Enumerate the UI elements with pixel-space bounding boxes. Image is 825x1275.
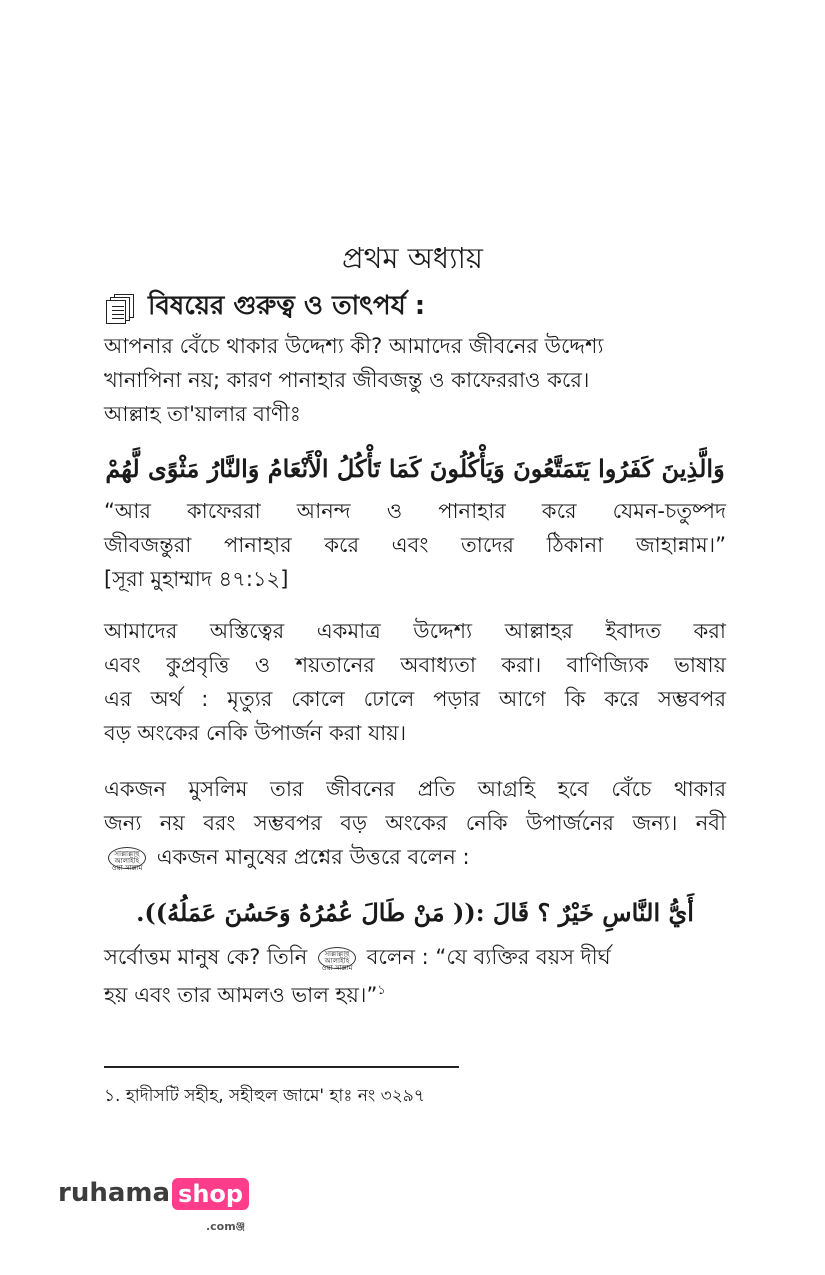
- paragraph-2: [104, 614, 726, 750]
- chapter-title: প্রথম অধ্যায়: [341, 241, 484, 275]
- pbuh-seal-icon: সাল্লাল্লাহু আলাইহি ওয়া সাল্লাম: [318, 947, 356, 969]
- text-line: আপনার বেঁচে থাকার উদ্দেশ্য কী? আমাদের জীবনের উদ্দেশ্য: [104, 334, 604, 358]
- pbuh-seal-icon: সাল্লাল্লাহু আলাইহি ওয়া সাল্লাম: [108, 847, 146, 869]
- section-heading: [104, 285, 425, 329]
- footnote: ১. হাদীসটি সহীহ, সহীহুল জামে' হাঃ নং ৩২৯৭: [104, 1086, 425, 1106]
- paragraph-3: [104, 772, 726, 874]
- arabic-verse: وَالَّذِينَ كَفَرُوا يَتَمَتَّعُونَ وَيَأْكُلُونَ كَمَا تَأْكُلُ الْأَنْعَامُ وَالنَّارُ مَثْوًى لَّهُمْ: [105, 454, 725, 483]
- text-fragment: বলেন : “যে ব্যক্তির বয়স দীর্ঘ: [366, 945, 611, 969]
- footnote-divider: [104, 1066, 459, 1068]
- document-stack-icon: [104, 292, 134, 322]
- logo-text: ruhama: [58, 1178, 171, 1208]
- verse-reference: [সূরা মুহাম্মাদ ৪৭:১২]: [104, 567, 289, 591]
- text-fragment: একজন মানুষের প্রশ্নের উত্তরে বলেন :: [156, 845, 470, 869]
- hadith-arabic: أَيُّ النَّاسِ خَيْرٌ ؟ قَالَ :(( مَنْ طَالَ عُمُرُهُ وَحَسُنَ عَمَلُهُ)).: [136, 898, 694, 927]
- logo-domain-text: .comঞ্জ: [205, 1220, 246, 1233]
- text-line: একজন মুসলিম তার জীবনের প্রতি আগ্রহি হবে বেঁচে থাকার: [104, 777, 726, 801]
- text-fragment: হয় এবং তার আমলও ভাল হয়।”: [104, 983, 378, 1007]
- footnote-marker: ১: [377, 983, 386, 998]
- text-line: জন্য নয় বরং সম্ভবপর বড় অংকের নেকি উপার্জনের জন্য। নবী: [104, 811, 726, 835]
- text-line: [104, 974, 726, 1012]
- text-line: জীবজন্তুরা পানাহার করে এবং তাদের ঠিকানা জাহান্নাম।”: [104, 533, 726, 557]
- section-heading-text: বিষয়ের গুরুত্ব ও তাৎপর্য :: [148, 291, 426, 321]
- text-fragment: সর্বোত্তম মানুষ কে? তিনি: [104, 945, 308, 969]
- text-line: খানাপিনা নয়; কারণ পানাহার জীবজন্তু ও কাফেররাও করে।: [104, 368, 590, 392]
- publisher-logo: [58, 1178, 249, 1233]
- text-line: এর অর্থ : মৃত্যুর কোলে ঢোলে পড়ার আগে কি করে সম্ভবপর: [104, 687, 726, 711]
- text-line: “আর কাফেররা আনন্দ ও পানাহার করে যেমন-চতুষ্পদ: [104, 499, 726, 523]
- verse-translation: [104, 494, 726, 596]
- logo-shop-badge: [172, 1178, 249, 1233]
- text-line: বড় অংকের নেকি উপার্জন করা যায়।: [104, 721, 407, 745]
- paragraph-1: [104, 329, 726, 431]
- text-line: আমাদের অস্তিত্বের একমাত্র উদ্দেশ্য আল্লাহর ইবাদত করা: [104, 619, 726, 643]
- text-line: আল্লাহ তা'য়ালার বাণীঃ: [104, 402, 301, 426]
- paragraph-4: [104, 940, 726, 1012]
- text-line: এবং কুপ্রবৃত্তি ও শয়তানের অবাধ্যতা করা। বাণিজ্যিক ভাষায়: [104, 653, 726, 677]
- logo-shop-text: shop: [178, 1180, 244, 1208]
- text-line: [104, 940, 726, 974]
- text-line: [104, 840, 726, 874]
